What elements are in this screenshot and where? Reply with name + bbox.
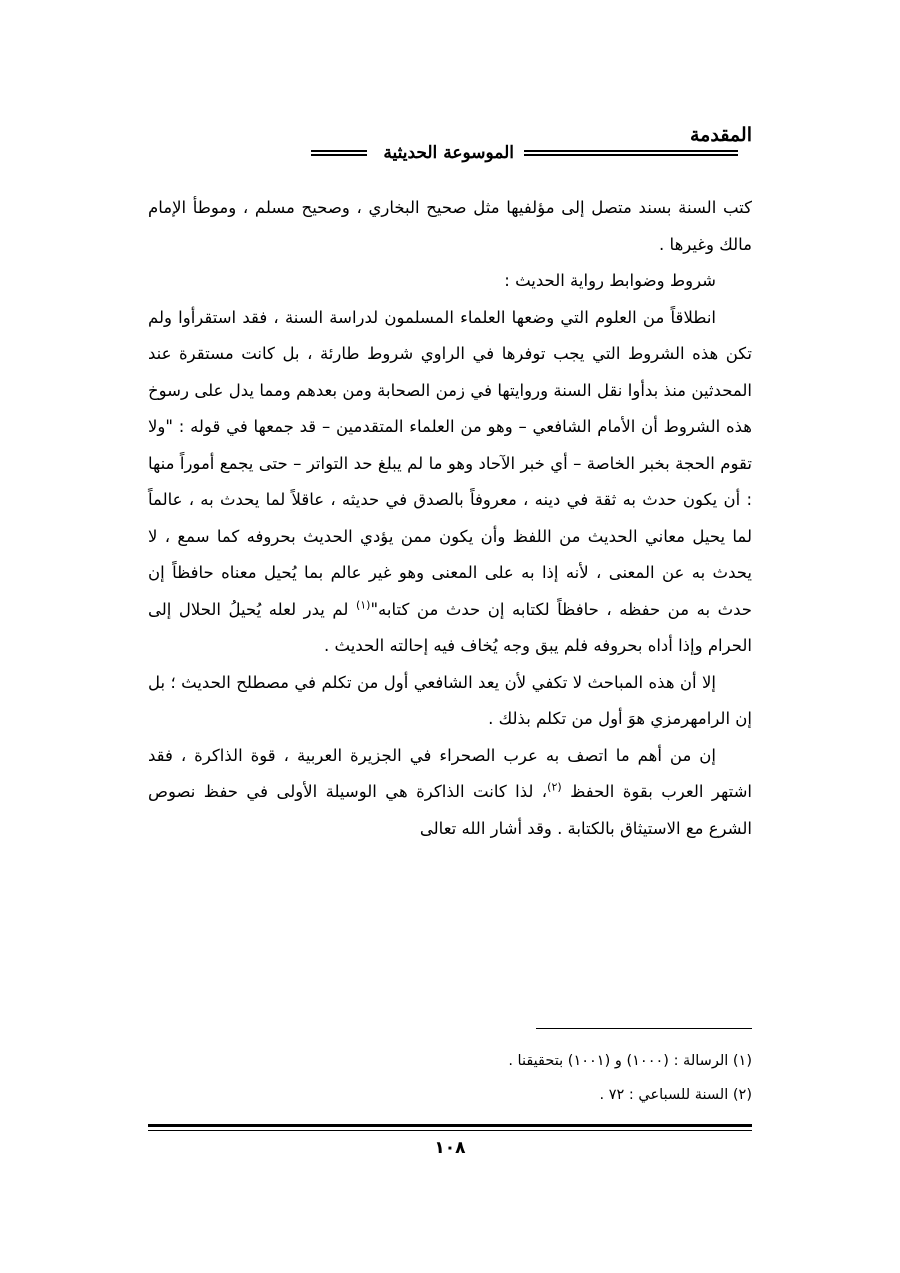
page-header [148, 120, 752, 172]
footnote-item: (١) الرسالة : (١٠٠٠) و (١٠٠١) بتحقيقنا . [508, 1053, 752, 1069]
paragraph: إلا أن هذه المباحث لا تكفي لأن يعد الشافعي أول من تكلم في مصطلح الحديث ؛ بل إن الرامهرمزي هوَ أول من تكلم بذلك . [148, 672, 752, 728]
footnote-ref: (٢) [547, 780, 562, 794]
footnote-ref: (١) [355, 598, 371, 611]
footnotes [148, 1044, 752, 1112]
paragraph: كتب السنة بسند متصل إلى مؤلفيها مثل صحيح البخاري ، وصحيح مسلم ، وموطأ الإمام مالك وغيرها . [148, 198, 752, 254]
header-rule-short [311, 150, 367, 156]
paragraph-text: انطلاقاً من العلوم التي وضعها العلماء المسلمون لدراسة السنة ، فقد استقرأوا ولم تكن هذه الشروط التي يجب توفرها في الراوي شروط طارئة ، بل كانت مستقرة عند المحدثين منذ بدأوا نقل السنة وروايتها في زمن الصحابة ومن بعدهم ومما يدل على رسوخ هذه الشروط أن الأمام الشافعي – وهو من العلماء المتقدمين – قد جمعها في قوله : "ولا تقوم الحجة بخبر الخاصة – أي خبر الآحاد وهو ما لم يبلغ حد التواتر – حتى يجمع أموراً منها : أن يكون حدث به ثقة في دينه ، معروفاً بالصدق في حديثه ، عاقلاً لما يحدث به ، عالماً لما يحيل معاني الحديث من اللفظ وأن يكون ممن يؤدي الحديث بحروفه كما سمع ، لا يحدث به عن المعنى ، لأنه إذا به على المعنى وهو غير عالم بما يُحيل معناه حافظاً إن حدث به من حفظه ، حافظاً لكتابه إن حدث من كتابه" [148, 307, 752, 619]
section-heading: شروط وضوابط رواية الحديث : [504, 271, 716, 290]
paragraph-text: لم يدر لعله يُحيلُ الحلال إلى الحرام وإذا أداه بحروفه فلم يبق وجه يُخاف فيه إحالته الحديث . [148, 599, 752, 655]
paragraph-text: ، لذا كانت الذاكرة هي الوسيلة الأولى في حفظ نصوص الشرع مع الاستيثاق بالكتابة . وقد أشار الله تعالى [148, 782, 752, 838]
page-number: ١٠٨ [434, 1138, 466, 1158]
paragraph-text: إن من أهم ما اتصف به عرب الصحراء في الجزيرة العربية ، قوة الذاكرة ، فقد اشتهر العرب بقوة الحفظ [148, 745, 752, 801]
footer-rule [148, 1124, 752, 1131]
footnote-item: (٢) السنة للسباعي : ٧٢ . [599, 1087, 752, 1103]
book-title: الموسوعة الحديثية [383, 143, 514, 163]
running-title [148, 138, 752, 168]
paragraph [148, 738, 752, 848]
main-text [148, 190, 752, 847]
footnote-separator [536, 1028, 752, 1029]
paragraph [148, 300, 752, 665]
header-rule-long [524, 150, 738, 156]
chapter-title: المقدمة [689, 124, 752, 146]
